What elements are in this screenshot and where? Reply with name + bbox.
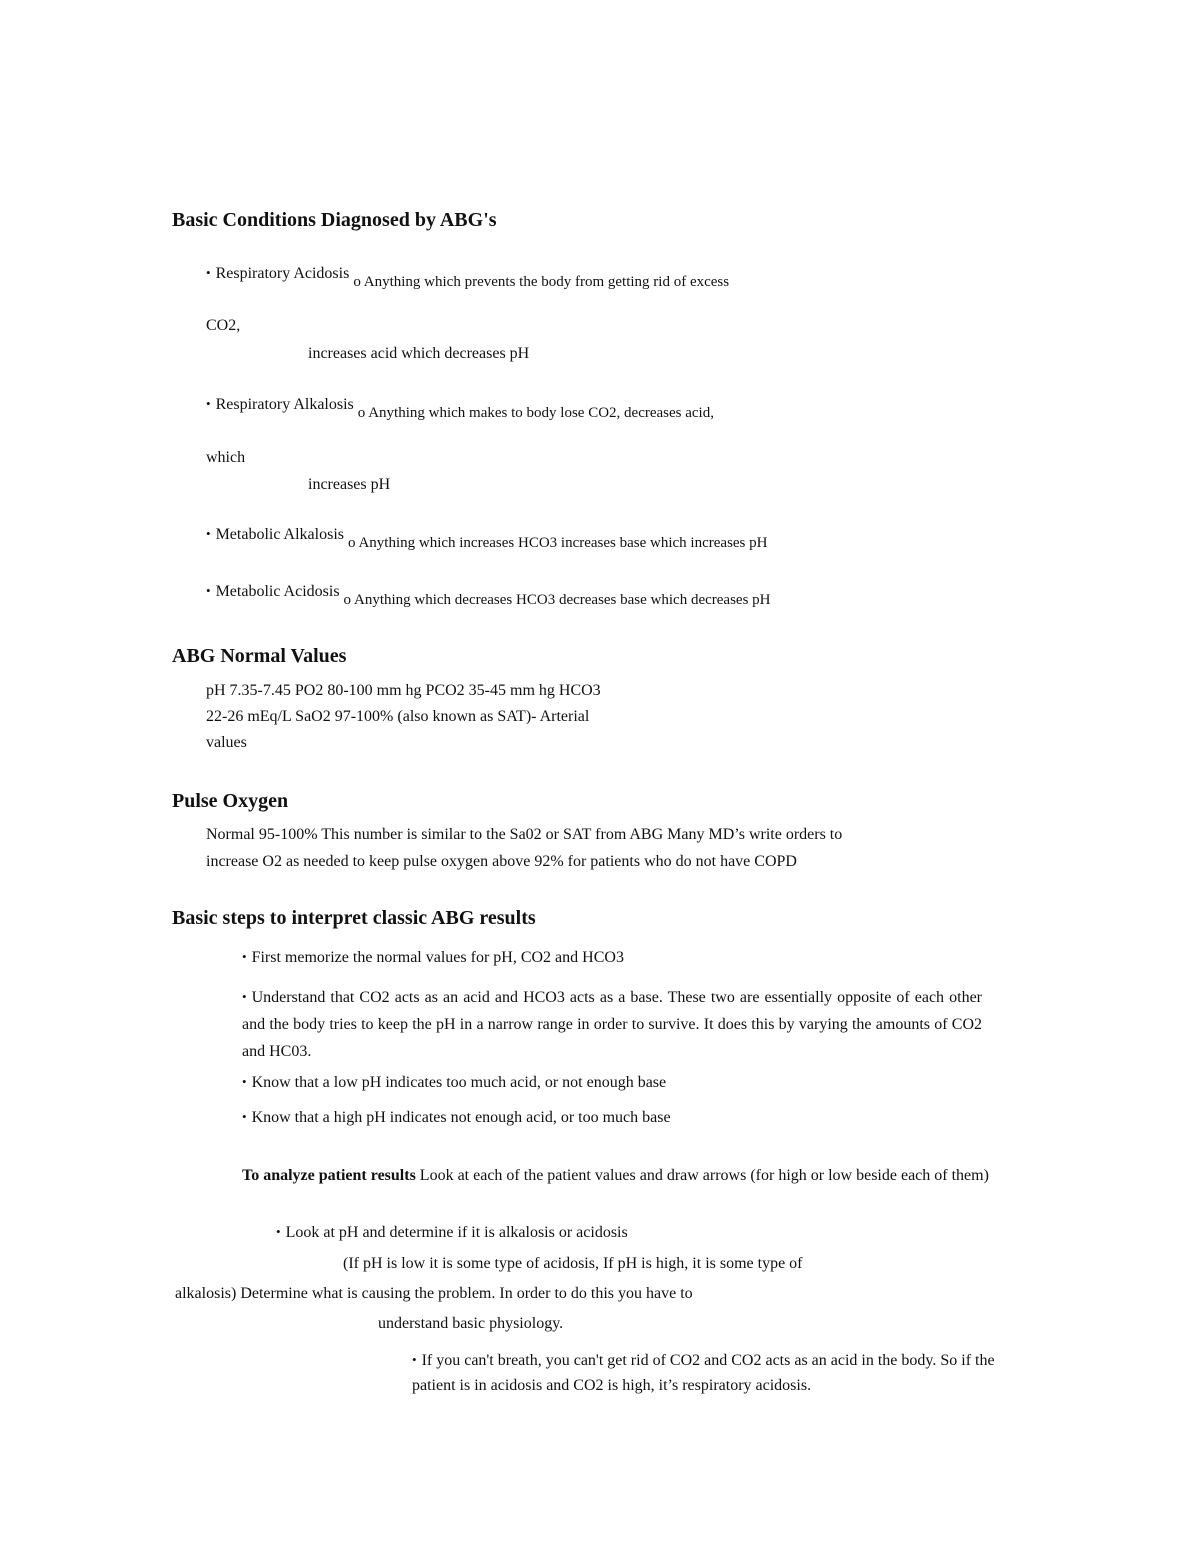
physiology-line: understand basic physiology. xyxy=(378,1315,564,1332)
ph-note: (If pH is low it is some type of acidosis, If pH is high, it is some type of xyxy=(343,1255,803,1272)
analyze-paragraph xyxy=(242,1163,1032,1188)
continuation-text: CO2, xyxy=(206,317,241,334)
ph-step-text: Look at pH and determine if it is alkalosis or acidosis xyxy=(285,1224,628,1241)
normal-values-line: pH 7.35-7.45 PO2 80-100 mm hg PCO2 35-45 mm hg HCO3 xyxy=(206,682,601,699)
list-item xyxy=(206,582,775,608)
sub-marker: o xyxy=(343,592,352,608)
step-text: First memorize the normal values for pH, CO2 and HCO3 xyxy=(251,949,624,966)
condition-description: Anything which decreases HCO3 decreases base which decreases pH xyxy=(353,592,771,608)
list-item xyxy=(276,1223,628,1242)
analyze-label: To analyze patient results xyxy=(242,1167,416,1184)
list-item xyxy=(206,264,733,290)
section-heading-normal-values: ABG Normal Values xyxy=(172,645,347,667)
continuation-text: increases pH xyxy=(308,476,391,493)
list-item xyxy=(242,948,624,967)
breath-step-text: If you can't breath, you can't get rid of CO2 and CO2 acts as an acid in the body. So if the patient is in acidosis and CO2 is high, it’s respiratory acidosis. xyxy=(412,1352,995,1394)
condition-description: Anything which makes to body lose CO2, decreases acid, xyxy=(368,405,714,421)
alkalosis-line: alkalosis) Determine what is causing the problem. In order to do this you have to xyxy=(175,1285,693,1302)
list-item xyxy=(242,1108,671,1127)
analyze-text: Look at each of the patient values and draw arrows (for high or low beside each of them) xyxy=(415,1167,989,1184)
section-heading-conditions: Basic Conditions Diagnosed by ABG's xyxy=(172,209,497,231)
condition-label: Respiratory Acidosis xyxy=(215,265,350,282)
list-item xyxy=(242,984,982,1065)
normal-values-line: values xyxy=(206,734,247,751)
sub-marker: o xyxy=(357,405,366,421)
list-item xyxy=(412,1348,1022,1398)
sub-marker: o xyxy=(353,274,361,290)
step-text: Understand that CO2 acts as an acid and HCO3 acts as a base. These two are essentially opposite of each other and the body tries to keep the pH in a narrow range in order to survive. It does this by varying the amounts of CO2 and HC03. xyxy=(242,989,982,1060)
normal-values-line: 22-26 mEq/L SaO2 97-100% (also known as SAT)- Arterial xyxy=(206,708,590,725)
step-text: Know that a high pH indicates not enough acid, or too much base xyxy=(251,1109,671,1126)
section-heading-basic-steps: Basic steps to interpret classic ABG results xyxy=(172,907,536,929)
section-heading-pulse-oxygen: Pulse Oxygen xyxy=(172,790,289,812)
step-text: Know that a low pH indicates too much acid, or not enough base xyxy=(251,1074,667,1091)
continuation-text: increases acid which decreases pH xyxy=(308,345,530,362)
condition-label: Metabolic Acidosis xyxy=(215,583,340,600)
sub-marker: o xyxy=(348,535,356,551)
pulse-oxygen-line: Normal 95-100% This number is similar to the Sa02 or SAT from ABG Many MD’s write orders to xyxy=(206,826,843,843)
condition-label: Metabolic Alkalosis xyxy=(215,526,344,543)
condition-label: Respiratory Alkalosis xyxy=(215,396,354,413)
continuation-text: which xyxy=(206,449,246,466)
pulse-oxygen-line: increase O2 as needed to keep pulse oxygen above 92% for patients who do not have COPD xyxy=(206,853,797,870)
list-item xyxy=(206,395,718,421)
condition-description: Anything which prevents the body from getting rid of excess xyxy=(363,274,730,290)
condition-description: Anything which increases HCO3 increases base which increases pH xyxy=(358,535,768,551)
list-item xyxy=(242,1073,666,1092)
list-item xyxy=(206,525,771,551)
